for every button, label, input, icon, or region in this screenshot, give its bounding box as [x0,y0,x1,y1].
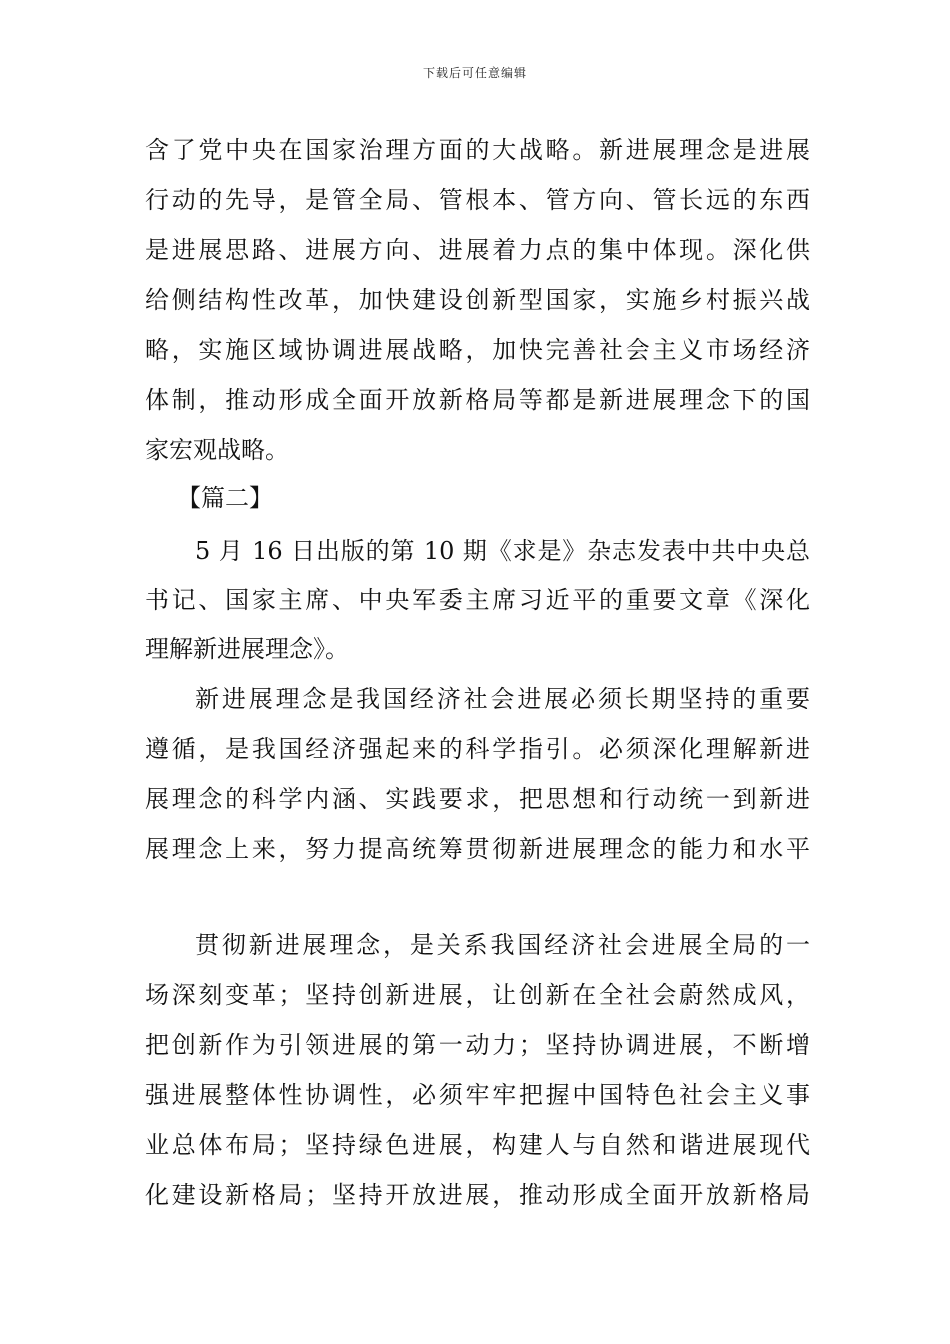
body-line: 展理念的科学内涵、实践要求，把思想和行动统一到新进 [145,785,810,813]
body-line: 理解新进展理念》。 [145,635,349,663]
body-line: 5 月 16 日出版的第 10 期《求是》杂志发表中共中央总 [195,537,810,565]
body-line: 展理念上来，努力提高统筹贯彻新进展理念的能力和水平 [145,835,810,863]
body-line: 给侧结构性改革，加快建设创新型国家，实施乡村振兴战 [145,286,810,314]
body-line: 新进展理念是我国经济社会进展必须长期坚持的重要 [195,685,810,713]
body-line: 把创新作为引领进展的第一动力；坚持协调进展，不断增 [145,1031,810,1059]
body-line: 体制，推动形成全面开放新格局等都是新进展理念下的国 [145,386,810,414]
body-line: 是进展思路、进展方向、进展着力点的集中体现。深化供 [145,236,810,264]
body-line: 家宏观战略。 [145,436,289,464]
body-line: 略，实施区域协调进展战略，加快完善社会主义市场经济 [145,336,810,364]
body-line: 含了党中央在国家治理方面的大战略。新进展理念是进展 [145,136,810,164]
body-line: 行动的先导，是管全局、管根本、管方向、管长远的东西 [145,186,810,214]
body-line: 遵循，是我国经济强起来的科学指引。必须深化理解新进 [145,735,810,763]
body-line: 书记、国家主席、中央军委主席习近平的重要文章《深化 [145,586,810,614]
section-heading: 【篇二】 [177,484,273,512]
body-line: 业总体布局；坚持绿色进展，构建人与自然和谐进展现代 [145,1131,810,1159]
body-line: 强进展整体性协调性，必须牢牢把握中国特色社会主义事 [145,1081,810,1109]
page-header: 下载后可任意编辑 [422,66,527,80]
body-line: 化建设新格局；坚持开放进展，推动形成全面开放新格局 [145,1181,810,1209]
body-line: 场深刻变革；坚持创新进展，让创新在全社会蔚然成风， [145,981,810,1009]
body-line: 贯彻新进展理念，是关系我国经济社会进展全局的一 [195,931,810,959]
